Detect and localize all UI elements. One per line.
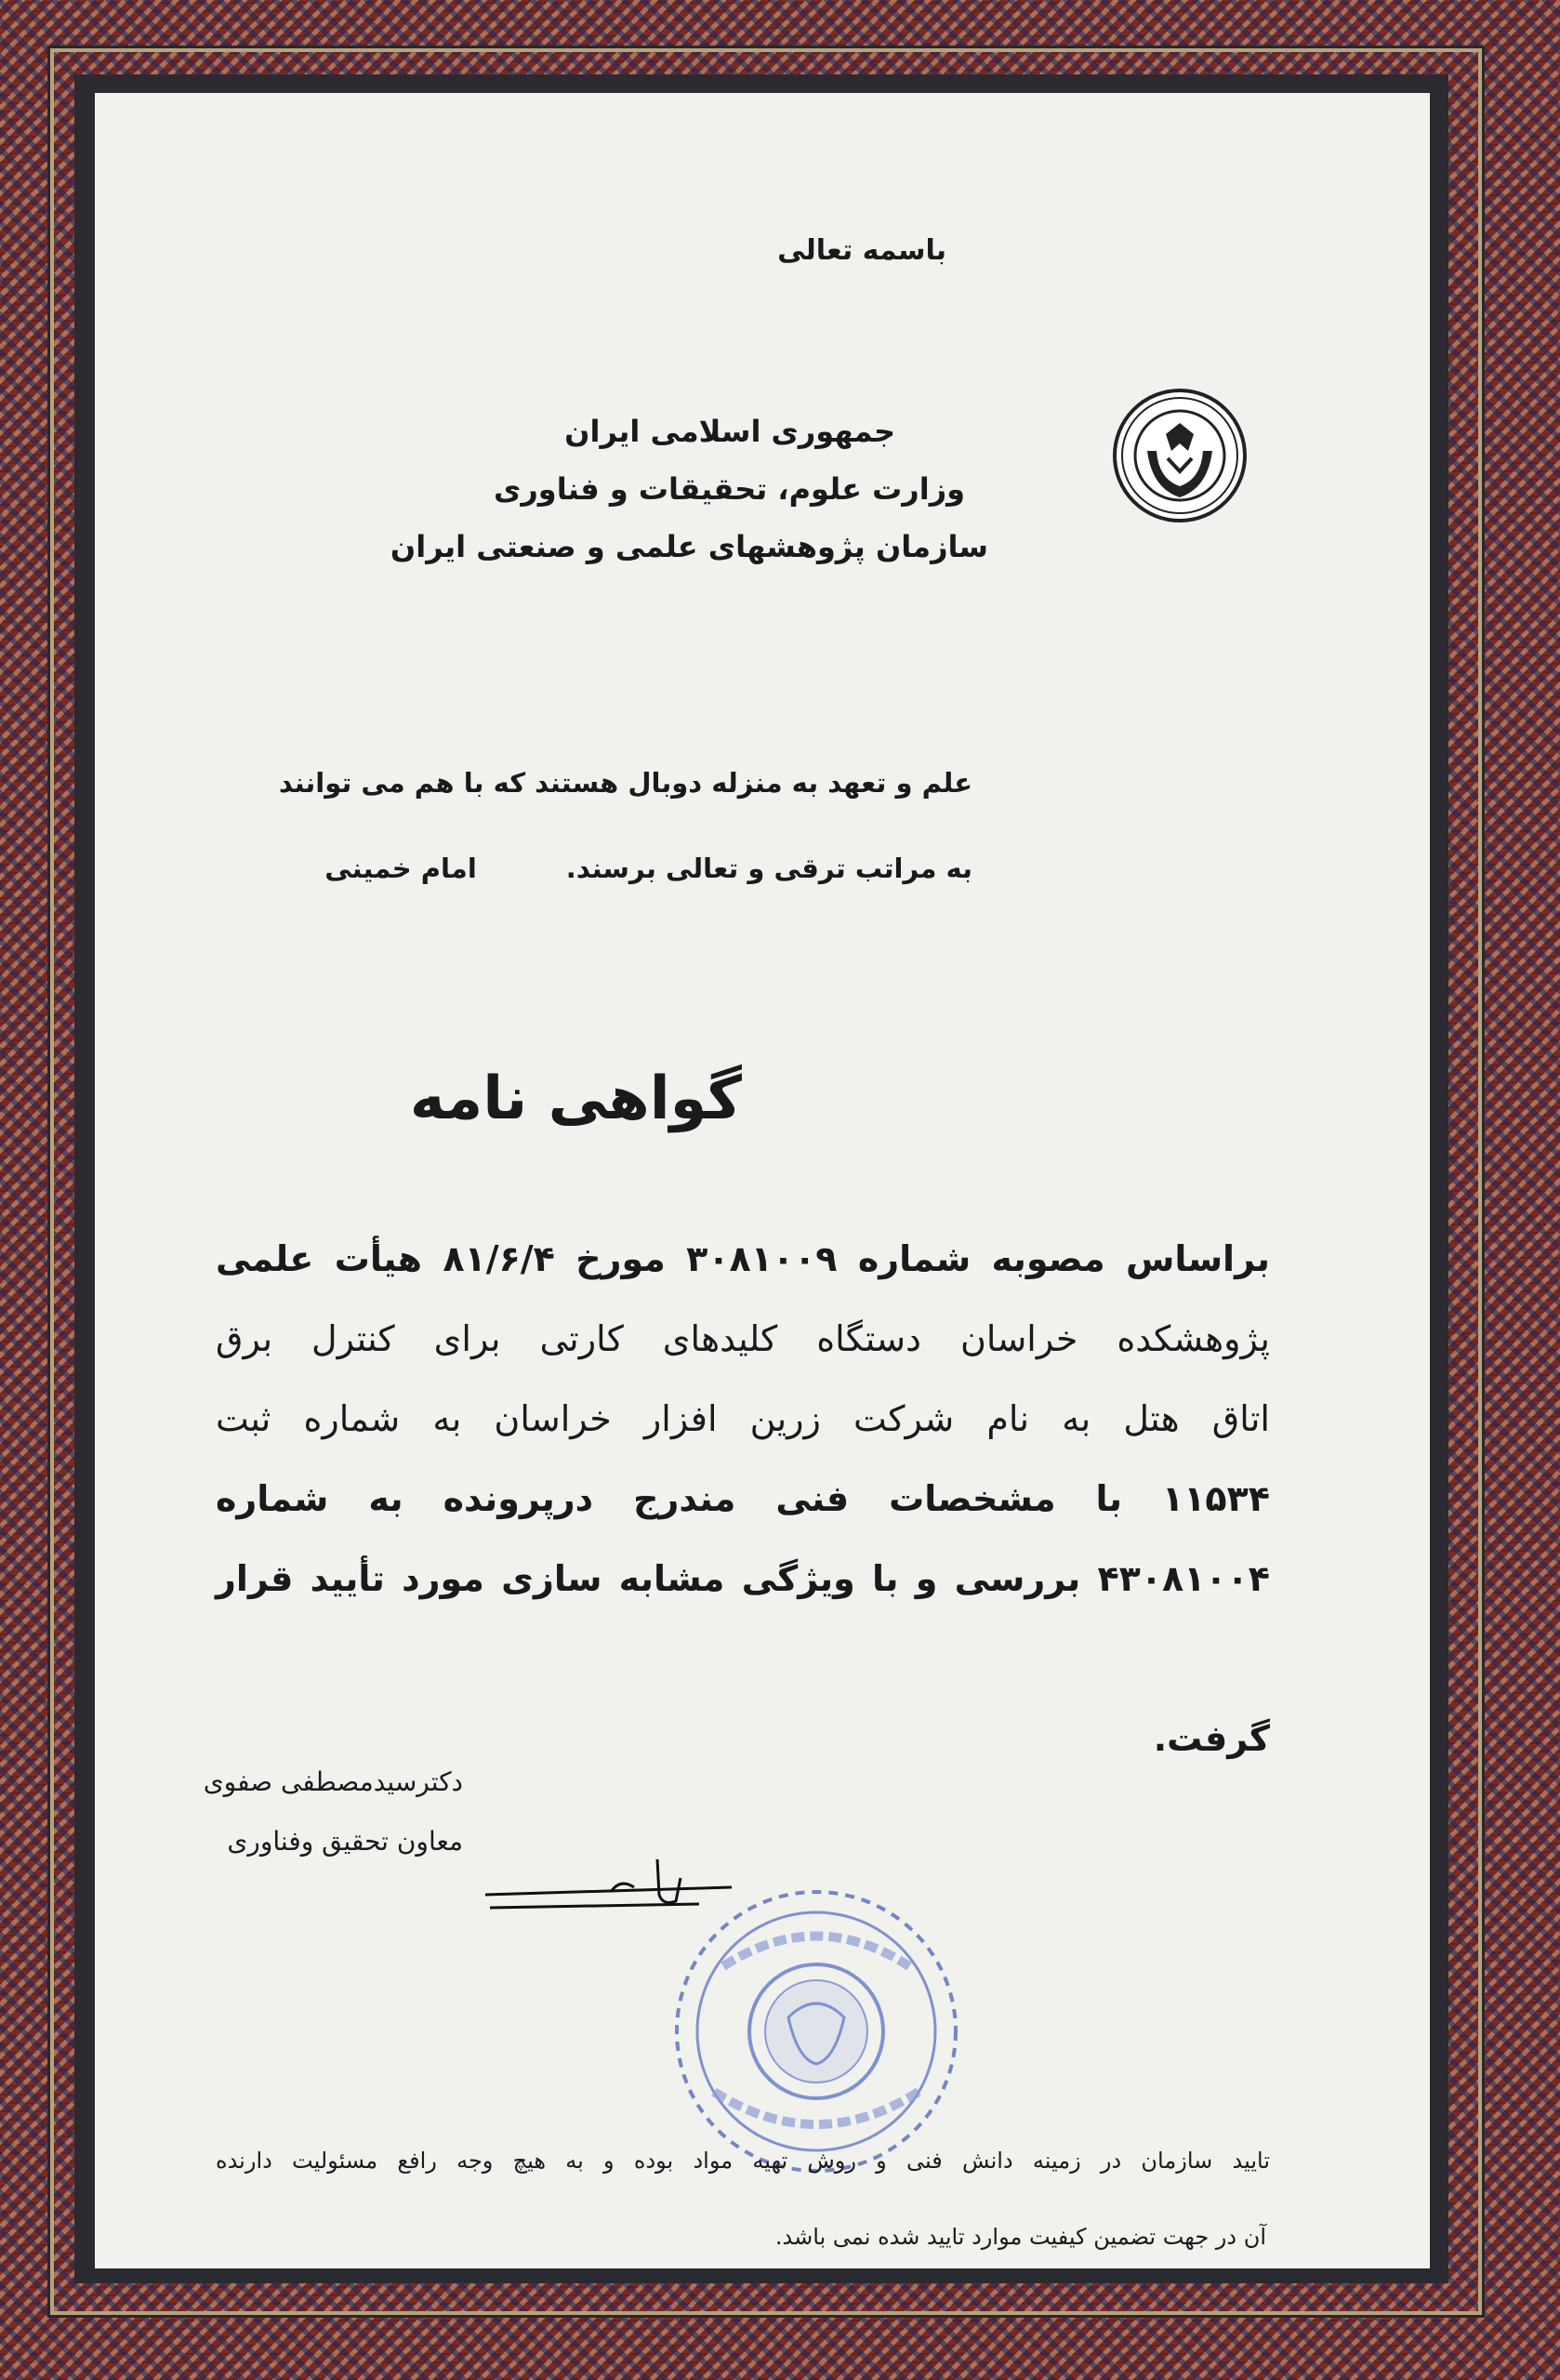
quote-line-1: علم و تعهد به منزله دوبال هستند که با هم می توانند	[278, 767, 972, 799]
body-line-6: گرفت.	[1153, 1718, 1270, 1759]
header-ministry: وزارت علوم، تحقیقات و فناوری	[494, 471, 965, 507]
signatory-position: معاون تحقیق وفناوری	[227, 1826, 463, 1857]
organization-emblem-icon	[1110, 386, 1249, 525]
body-line-1: براساس مصوبه شماره ۳۰۸۱۰۰۹ مورخ ۸۱/۶/۴ هیأت علمی	[216, 1238, 1270, 1279]
body-line-3: اتاق هتل به نام شرکت زرین افزار خراسان به شماره ثبت	[216, 1398, 1270, 1439]
footer-disclaimer-line-2: آن در جهت تضمین کیفیت موارد تایید شده نمی باشد.	[774, 2224, 1266, 2250]
header-organization: سازمان پژوهشهای علمی و صنعتی ایران	[390, 529, 988, 564]
footer-disclaimer-line-1: تایید سازمان در زمینه دانش فنی و روش تهیه مواد بوده و به هیچ وجه رافع مسئولیت دارنده	[216, 2148, 1270, 2174]
body-line-4: ۱۱۵۳۴ با مشخصات فنی مندرج درپرونده به شماره	[216, 1478, 1270, 1519]
bismillah: باسمه تعالی	[777, 234, 946, 267]
signatory-name: دکترسیدمصطفی صفوی	[203, 1766, 463, 1797]
certificate-paper	[95, 93, 1430, 2268]
official-stamp	[649, 1878, 984, 2185]
body-line-2: پژوهشکده خراسان دستگاه کلیدهای کارتی برای کنترل برق	[216, 1318, 1270, 1359]
header-republic: جمهوری اسلامی ایران	[564, 414, 895, 449]
quote-text: به مراتب ترقی و تعالی برسند.	[565, 853, 972, 884]
body-line-5: ۴۳۰۸۱۰۰۴ بررسی و با ویژگی مشابه سازی مورد تأیید قرار	[216, 1558, 1270, 1599]
quote-line-2	[324, 853, 972, 884]
certificate-title: گواهی نامه	[409, 1064, 742, 1133]
quote-author: امام خمینی	[324, 853, 477, 884]
